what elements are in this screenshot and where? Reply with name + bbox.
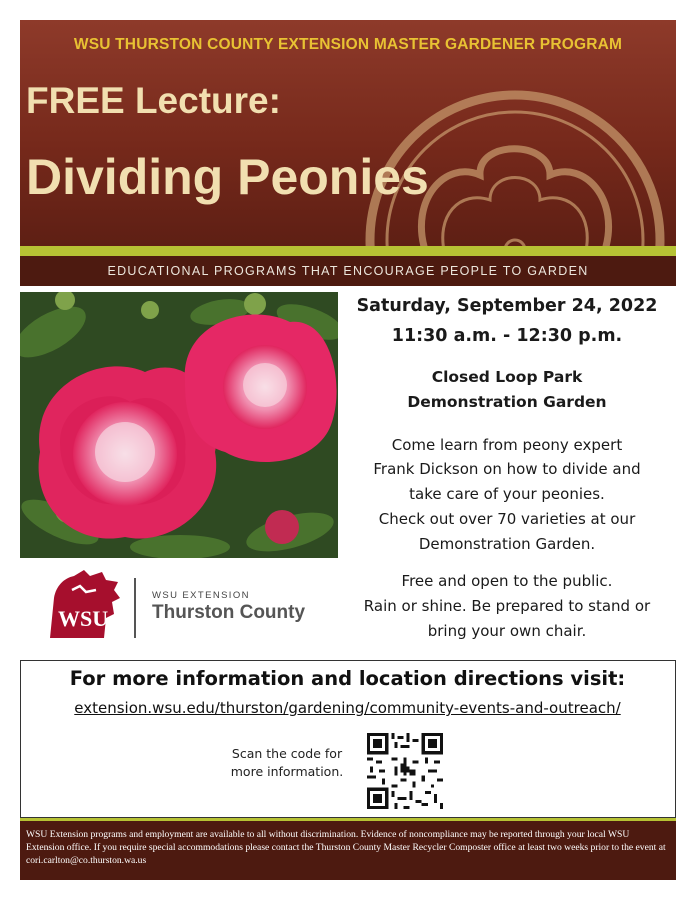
- scan-line: more information.: [230, 764, 344, 779]
- free-lecture-label: FREE Lecture:: [26, 80, 281, 121]
- program-title: WSU THURSTON COUNTY EXTENSION MASTER GARDENER PROGRAM: [73, 36, 623, 53]
- wsu-logo-mark: WSU: [58, 606, 109, 631]
- event-title: Dividing Peonies: [26, 149, 429, 205]
- description-line: take care of your peonies.: [409, 485, 605, 503]
- info-heading: For more information and location directions visit:: [69, 667, 626, 690]
- location-name: Closed Loop Park: [431, 368, 583, 386]
- event-time: 11:30 a.m. - 12:30 p.m.: [391, 326, 623, 346]
- scan-instruction: [217, 745, 357, 781]
- description-line: Frank Dickson on how to divide and: [373, 460, 641, 478]
- logo-divider: [134, 578, 136, 638]
- notes-line: bring your own chair.: [427, 622, 587, 640]
- location-subname: Demonstration Garden: [407, 393, 607, 411]
- description-line: Come learn from peony expert: [391, 436, 623, 454]
- notes-line: Free and open to the public.: [401, 572, 613, 590]
- logo-county: Thurston County: [152, 602, 306, 623]
- qr-code-icon[interactable]: [367, 733, 443, 809]
- accent-band: [20, 246, 676, 256]
- scan-line: Scan the code for: [231, 746, 343, 761]
- event-date: Saturday, September 24, 2022: [356, 296, 658, 316]
- logo-subtitle: WSU EXTENSION: [152, 590, 250, 601]
- tagline: EDUCATIONAL PROGRAMS THAT ENCOURAGE PEOPLE TO GARDEN: [20, 256, 676, 286]
- footer-disclaimer: WSU Extension programs and employment are available to all without discrimination. Evidence of noncompliance may be reported through your local WSU Extension office. If you require special accommodations please contact the Thurston County Master Recycler Composter office at least two weeks prior to the event at cori.carlton@co.thurston.wa.us: [20, 818, 676, 880]
- description-line: Check out over 70 varieties at our: [378, 510, 636, 528]
- info-url-link[interactable]: extension.wsu.edu/thurston/gardening/community-events-and-outreach/: [74, 699, 621, 717]
- notes-line: Rain or shine. Be prepared to stand or: [363, 597, 651, 615]
- description-line: Demonstration Garden.: [418, 535, 596, 553]
- info-box: [20, 660, 676, 818]
- header-banner: [20, 20, 676, 246]
- peony-photo: [20, 292, 338, 558]
- wsu-cougar-logo-icon: [44, 568, 124, 640]
